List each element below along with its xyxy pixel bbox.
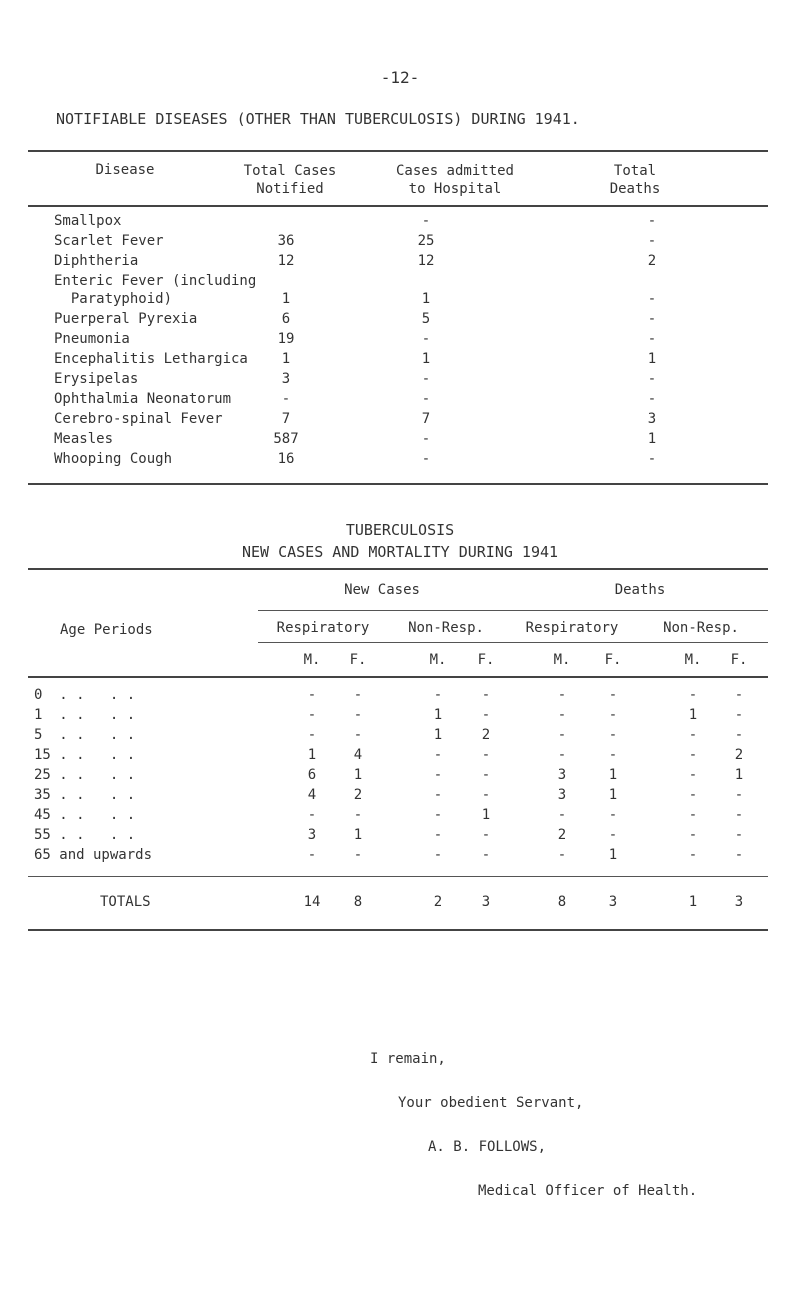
tb-cell: -: [608, 747, 618, 763]
age-row: [0, 787, 800, 807]
document-title: NOTIFIABLE DISEASES (OTHER THAN TUBERCULOSIS) DURING 1941.: [56, 110, 580, 128]
disease-row: [0, 311, 800, 331]
total-value: 3: [608, 894, 618, 910]
cell-admitted: 25: [417, 233, 435, 249]
tb-cell: -: [557, 687, 567, 703]
disease-row: [0, 351, 800, 371]
disease-name: Erysipelas: [54, 371, 139, 387]
tb-cell: -: [353, 707, 363, 723]
tb-cell: -: [608, 707, 618, 723]
disease-row: [0, 291, 800, 311]
cell-deaths: -: [647, 213, 657, 229]
tb-cell: -: [433, 807, 443, 823]
tb-cell: -: [688, 727, 698, 743]
tb-cell: -: [433, 847, 443, 863]
tb-cell: -: [688, 747, 698, 763]
disease-row: [0, 431, 800, 451]
tb-cell: 1: [734, 767, 744, 783]
totals-label: TOTALS: [100, 894, 151, 910]
tb-cell: 1: [307, 747, 317, 763]
cell-admitted: 7: [421, 411, 431, 427]
tb-cell: -: [481, 767, 491, 783]
sex-header: M.: [553, 652, 571, 668]
total-value: 2: [433, 894, 443, 910]
tb-cell: -: [433, 747, 443, 763]
tb-cell: -: [353, 847, 363, 863]
header-admitted: Cases admitted to Hospital: [395, 163, 514, 197]
tb-cell: -: [353, 727, 363, 743]
sex-header-row: [0, 652, 800, 672]
cell-admitted: -: [421, 451, 431, 467]
tb-cell: 2: [734, 747, 744, 763]
tb-cell: 1: [433, 727, 443, 743]
cell-deaths: 3: [647, 411, 657, 427]
tb-cell: 2: [557, 827, 567, 843]
cell-admitted: 12: [417, 253, 435, 269]
cell-notified: -: [281, 391, 291, 407]
tb-cell: -: [688, 827, 698, 843]
cell-deaths: -: [647, 451, 657, 467]
sex-header: M.: [303, 652, 321, 668]
tb-cell: 4: [307, 787, 317, 803]
disease-name: Pneumonia: [54, 331, 130, 347]
tb-cell: -: [734, 807, 744, 823]
sex-header: F.: [604, 652, 622, 668]
tb-cell: 1: [481, 807, 491, 823]
tb-cell: -: [688, 767, 698, 783]
tb-cell: 3: [557, 787, 567, 803]
disease-name: Paratyphoid): [54, 291, 173, 307]
age-period: 65 and upwards: [34, 847, 153, 863]
tb-cell: -: [608, 807, 618, 823]
tb-cell: -: [734, 727, 744, 743]
cell-deaths: -: [647, 331, 657, 347]
disease-name: Encephalitis Lethargica: [54, 351, 248, 367]
disease-row: [0, 371, 800, 391]
header-disease: Disease: [95, 162, 155, 178]
cell-deaths: -: [647, 233, 657, 249]
age-row: [0, 727, 800, 747]
total-value: 3: [481, 894, 491, 910]
tb-cell: -: [481, 687, 491, 703]
tb-cell: -: [608, 727, 618, 743]
age-period: 35 . . . .: [34, 787, 136, 803]
tb-cell: -: [734, 787, 744, 803]
tb-cell: -: [688, 787, 698, 803]
header-age-periods: Age Periods: [60, 622, 153, 638]
tb-subtitle: NEW CASES AND MORTALITY DURING 1941: [241, 543, 559, 561]
age-row: [0, 687, 800, 707]
age-period: 15 . . . .: [34, 747, 136, 763]
tb-cell: -: [557, 747, 567, 763]
sex-header: F.: [477, 652, 495, 668]
header-total-notified: Total Cases Notified: [243, 163, 337, 197]
tb-cell: -: [734, 687, 744, 703]
tb-cell: -: [433, 827, 443, 843]
closing-remain: I remain,: [370, 1051, 446, 1067]
sex-header: F.: [349, 652, 367, 668]
cell-admitted: 1: [421, 351, 431, 367]
tb-cell: -: [307, 807, 317, 823]
tb-cell: -: [307, 687, 317, 703]
tb-title: TUBERCULOSIS: [345, 521, 455, 539]
tb-cell: -: [481, 707, 491, 723]
header-deaths: Deaths: [614, 582, 666, 598]
tb-cell: -: [481, 827, 491, 843]
cell-notified: 19: [277, 331, 295, 347]
disease-name: Puerperal Pyrexia: [54, 311, 198, 327]
tb-cell: -: [557, 727, 567, 743]
tb-cell: -: [734, 847, 744, 863]
age-row: [0, 767, 800, 787]
tb-cell: 1: [353, 767, 363, 783]
tb-cell: 1: [608, 847, 618, 863]
tb-cell: -: [307, 727, 317, 743]
tb-cell: 1: [608, 787, 618, 803]
tb-cell: -: [557, 807, 567, 823]
cell-admitted: -: [421, 431, 431, 447]
age-period: 45 . . . .: [34, 807, 136, 823]
age-row: [0, 707, 800, 727]
tb-cell: -: [608, 687, 618, 703]
total-value: 8: [353, 894, 363, 910]
tb-cell: 6: [307, 767, 317, 783]
page-number: -12-: [380, 68, 420, 87]
tb-cell: -: [734, 827, 744, 843]
disease-row: [0, 213, 800, 233]
tb-cell: -: [481, 847, 491, 863]
tb-cell: 3: [557, 767, 567, 783]
tb-cell: -: [688, 807, 698, 823]
tb-cell: 1: [608, 767, 618, 783]
disease-row: [0, 411, 800, 431]
header-total-deaths: Total Deaths: [609, 163, 661, 197]
tb-cell: -: [353, 807, 363, 823]
disease-name: Ophthalmia Neonatorum: [54, 391, 232, 407]
disease-name: Whooping Cough: [54, 451, 173, 467]
age-period: 1 . . . .: [34, 707, 136, 723]
cell-deaths: 2: [647, 253, 657, 269]
tb-cell: -: [433, 767, 443, 783]
disease-row: [0, 233, 800, 253]
tb-cell: -: [688, 687, 698, 703]
total-value: 3: [734, 894, 744, 910]
header-respiratory: Respiratory: [276, 620, 370, 636]
cell-notified: 587: [273, 431, 299, 447]
tb-cell: -: [608, 827, 618, 843]
cell-admitted: 5: [421, 311, 431, 327]
closing-servant: Your obedient Servant,: [398, 1095, 584, 1111]
cell-notified: 6: [281, 311, 291, 327]
tb-cell: 1: [688, 707, 698, 723]
header-respiratory-deaths: Respiratory: [525, 620, 619, 636]
tb-cell: 2: [481, 727, 491, 743]
disease-name: Enteric Fever (including: [54, 273, 257, 289]
tb-cell: -: [557, 847, 567, 863]
age-period: 55 . . . .: [34, 827, 136, 843]
total-value: 1: [688, 894, 698, 910]
age-row: [0, 827, 800, 847]
tb-cell: -: [307, 847, 317, 863]
tb-cell: -: [433, 687, 443, 703]
cell-admitted: 1: [421, 291, 431, 307]
age-row: [0, 847, 800, 867]
cell-deaths: -: [647, 371, 657, 387]
cell-deaths: -: [647, 291, 657, 307]
header-new-cases: New Cases: [344, 582, 420, 598]
cell-notified: 1: [281, 351, 291, 367]
tb-cell: -: [433, 787, 443, 803]
tb-cell: -: [481, 787, 491, 803]
age-row: [0, 747, 800, 767]
tb-cell: -: [557, 707, 567, 723]
tb-cell: -: [734, 707, 744, 723]
total-value: 8: [557, 894, 567, 910]
sex-header: M.: [429, 652, 447, 668]
cell-notified: 12: [277, 253, 295, 269]
age-period: 5 . . . .: [34, 727, 136, 743]
cell-admitted: -: [421, 391, 431, 407]
tb-cell: -: [688, 847, 698, 863]
cell-deaths: 1: [647, 351, 657, 367]
tb-cell: 1: [353, 827, 363, 843]
tb-cell: 2: [353, 787, 363, 803]
cell-notified: 16: [277, 451, 295, 467]
cell-admitted: -: [421, 371, 431, 387]
tb-cell: -: [307, 707, 317, 723]
cell-notified: 1: [281, 291, 291, 307]
tb-cell: 1: [433, 707, 443, 723]
disease-name: Smallpox: [54, 213, 122, 229]
cell-admitted: -: [421, 213, 431, 229]
cell-notified: 3: [281, 371, 291, 387]
disease-name: Cerebro-spinal Fever: [54, 411, 223, 427]
age-period: 25 . . . .: [34, 767, 136, 783]
disease-row: [0, 391, 800, 411]
cell-notified: 7: [281, 411, 291, 427]
cell-deaths: -: [647, 391, 657, 407]
cell-deaths: 1: [647, 431, 657, 447]
tb-cell: -: [481, 747, 491, 763]
age-row: [0, 807, 800, 827]
header-non-resp: Non-Resp.: [408, 620, 484, 636]
disease-name: Measles: [54, 431, 114, 447]
disease-row: [0, 253, 800, 273]
disease-name: Scarlet Fever: [54, 233, 164, 249]
tb-cell: 4: [353, 747, 363, 763]
tb-cell: -: [353, 687, 363, 703]
totals-row: [0, 894, 800, 914]
closing-title: Medical Officer of Health.: [478, 1183, 698, 1199]
header-non-resp-deaths: Non-Resp.: [663, 620, 739, 636]
cell-notified: 36: [277, 233, 295, 249]
age-period: 0 . . . .: [34, 687, 136, 703]
sex-header: M.: [684, 652, 702, 668]
sex-header: F.: [730, 652, 748, 668]
disease-row: [0, 451, 800, 471]
closing-signature: A. B. FOLLOWS,: [428, 1139, 547, 1155]
cell-admitted: -: [421, 331, 431, 347]
tb-cell: 3: [307, 827, 317, 843]
cell-deaths: -: [647, 311, 657, 327]
disease-row: [0, 273, 800, 293]
disease-row: [0, 331, 800, 351]
total-value: 14: [303, 894, 321, 910]
disease-name: Diphtheria: [54, 253, 139, 269]
